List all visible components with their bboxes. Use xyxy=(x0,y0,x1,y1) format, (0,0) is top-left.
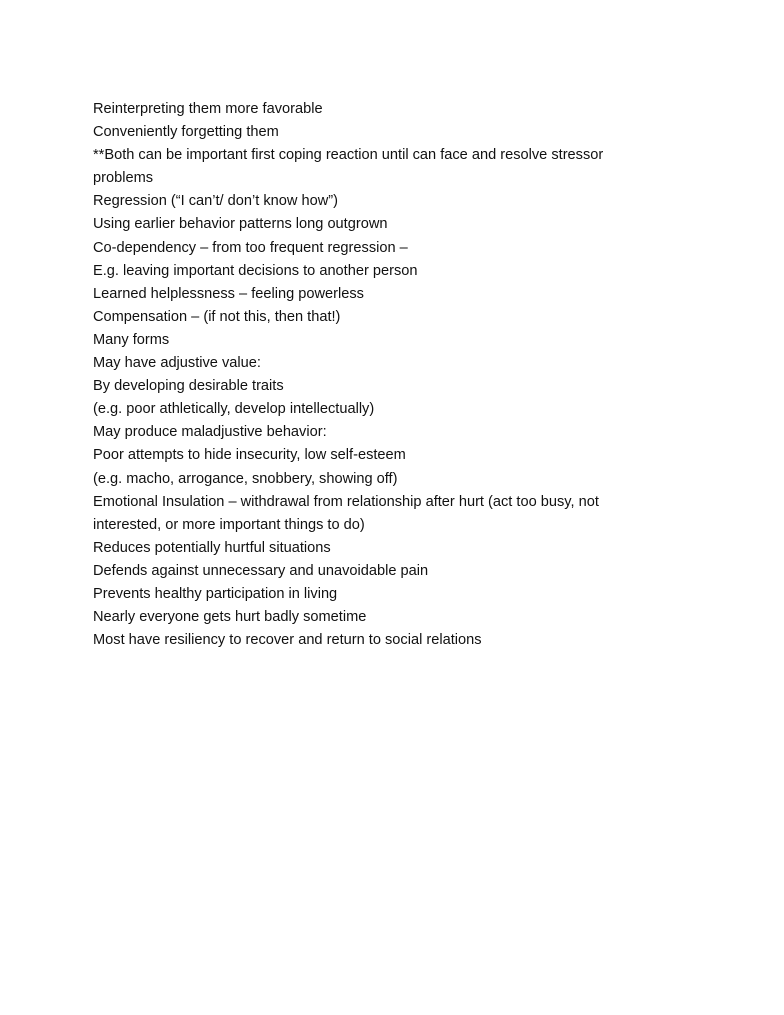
text-line: Reduces potentially hurtful situations xyxy=(93,539,331,556)
text-line: **Both can be important first coping reaction until can face and resolve stressor problems xyxy=(93,147,604,187)
text-line: Many forms xyxy=(93,331,170,348)
text-line: Defends against unnecessary and unavoidable pain xyxy=(93,562,429,579)
text-line: Most have resiliency to recover and return to social relations xyxy=(93,632,482,649)
text-line: By developing desirable traits xyxy=(93,378,284,395)
document-body xyxy=(93,98,653,652)
text-line: Using earlier behavior patterns long outgrown xyxy=(93,216,388,233)
text-line: (e.g. poor athletically, develop intellectually) xyxy=(93,401,375,418)
text-line: Compensation – (if not this, then that!) xyxy=(93,308,341,325)
text-line: Co-dependency – from too frequent regression – xyxy=(93,239,408,256)
text-line: Prevents healthy participation in living xyxy=(93,585,338,602)
text-line: Nearly everyone gets hurt badly sometime xyxy=(93,609,367,626)
text-line: May have adjustive value: xyxy=(93,355,261,372)
text-line: Learned helplessness – feeling powerless xyxy=(93,285,364,302)
text-line: May produce maladjustive behavior: xyxy=(93,424,327,441)
text-line: Poor attempts to hide insecurity, low self-esteem xyxy=(93,447,406,464)
text-line: E.g. leaving important decisions to another person xyxy=(93,262,418,279)
text-line: Conveniently forgetting them xyxy=(93,124,279,141)
text-line: Emotional Insulation – withdrawal from relationship after hurt (act too busy, not interested, or more important things to do) xyxy=(93,493,599,533)
text-line: Reinterpreting them more favorable xyxy=(93,101,323,117)
text-line: (e.g. macho, arrogance, snobbery, showing off) xyxy=(93,470,398,487)
text-line: Regression (“I can’t/ don’t know how”) xyxy=(93,193,338,210)
